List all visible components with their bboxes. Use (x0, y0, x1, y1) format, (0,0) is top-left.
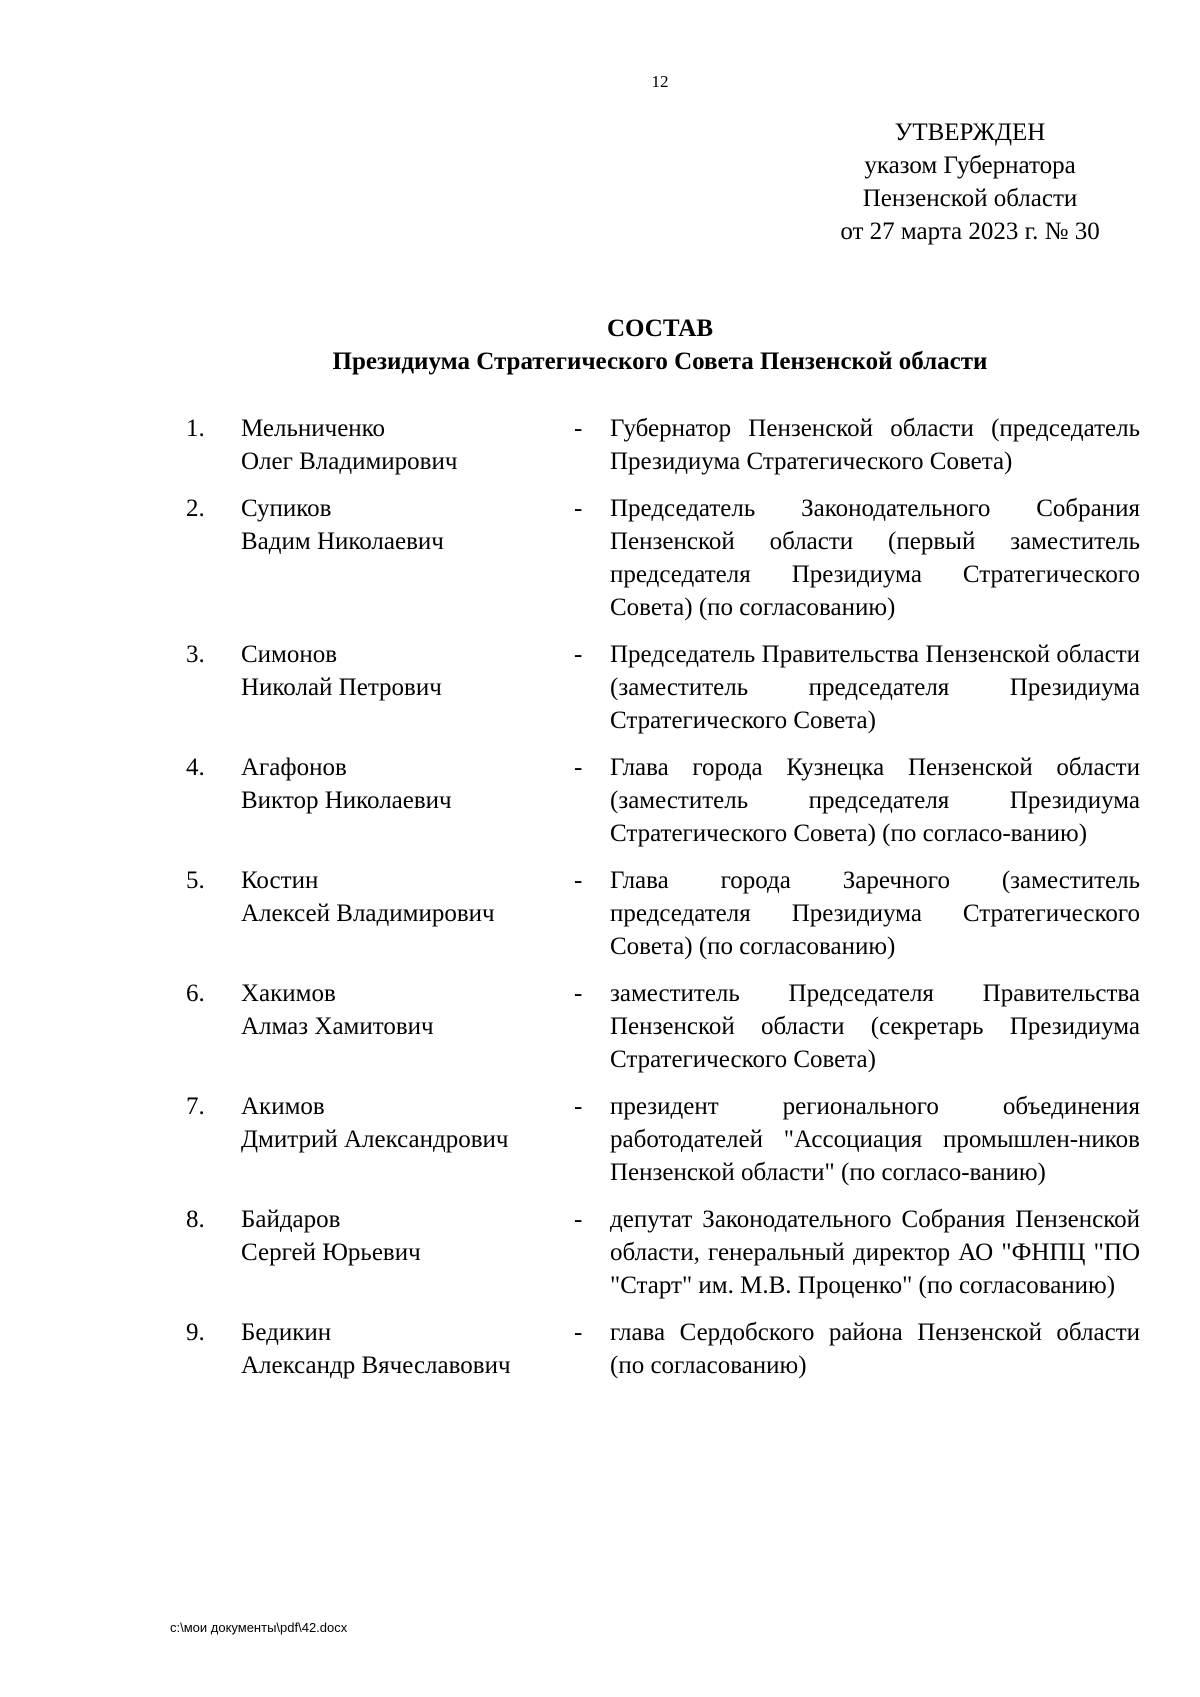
approval-line-2: указом Губернатора (864, 152, 1076, 179)
member-dash: - (574, 415, 583, 442)
member-role: Председатель Правительства Пензенской области (заместитель председателя Президиума Стратегического Совета) (610, 641, 1140, 734)
member-number: 5. (186, 867, 205, 894)
member-dash: - (574, 641, 583, 668)
member-surname: Костин (241, 867, 319, 894)
member-role: заместитель Председателя Правительства Пензенской области (секретарь Президиума Стратегического Совета) (610, 980, 1140, 1073)
member-row (0, 492, 1200, 624)
member-row (0, 977, 1200, 1076)
member-name (241, 638, 571, 704)
member-role: Глава города Заречного (заместитель председателя Президиума Стратегического Совета) (по согласованию) (610, 867, 1140, 960)
member-row (0, 638, 1200, 737)
member-row (0, 1090, 1200, 1189)
approval-line-1: УТВЕРЖДЕН (894, 119, 1046, 146)
member-dash: - (574, 867, 583, 894)
document-title (0, 312, 1200, 378)
member-row (0, 1203, 1200, 1302)
member-surname: Бедикин (241, 1319, 332, 1346)
member-name (241, 977, 571, 1043)
member-role: Председатель Законодательного Собрания Пензенской области (первый заместитель председателя Президиума Стратегического Совета) (по согласованию) (610, 495, 1140, 621)
member-surname: Мельниченко (241, 415, 386, 442)
member-number: 8. (186, 1206, 205, 1233)
member-dash: - (574, 1319, 583, 1346)
title-subheading: Президиума Стратегического Совета Пензенской области (332, 348, 988, 375)
member-name (241, 1316, 571, 1382)
member-dash: - (574, 1206, 583, 1233)
member-number: 3. (186, 641, 205, 668)
member-name (241, 492, 571, 558)
members-list (0, 412, 1200, 1396)
member-given-names: Виктор Николаевич (241, 787, 452, 814)
footer-file-path: c:\мои документы\pdf\42.docx (170, 1620, 348, 1635)
member-row (0, 412, 1200, 478)
member-surname: Супиков (241, 495, 332, 522)
member-row (0, 864, 1200, 963)
member-given-names: Алексей Владимирович (241, 900, 495, 927)
member-given-names: Сергей Юрьевич (241, 1239, 421, 1266)
member-name (241, 412, 571, 478)
member-name (241, 751, 571, 817)
member-name (241, 1203, 571, 1269)
member-number: 1. (186, 415, 205, 442)
member-given-names: Дмитрий Александрович (241, 1126, 509, 1153)
member-dash: - (574, 980, 583, 1007)
member-number: 4. (186, 754, 205, 781)
member-role: Губернатор Пензенской области (председатель Президиума Стратегического Совета) (610, 415, 1140, 475)
member-number: 6. (186, 980, 205, 1007)
member-number: 2. (186, 495, 205, 522)
member-given-names: Николай Петрович (241, 674, 442, 701)
member-dash: - (574, 754, 583, 781)
approval-line-4: от 27 марта 2023 г. № 30 (840, 218, 1100, 245)
member-given-names: Александр Вячеславович (241, 1352, 511, 1379)
member-role: глава Сердобского района Пензенской области (по согласованию) (610, 1319, 1140, 1379)
member-role: президент регионального объединения работодателей "Ассоциация промышлен-ников Пензенской области" (по согласо-ванию) (610, 1093, 1140, 1186)
member-dash: - (574, 495, 583, 522)
member-given-names: Олег Владимирович (241, 448, 458, 475)
member-row (0, 751, 1200, 850)
member-number: 9. (186, 1319, 205, 1346)
approval-block (810, 116, 1130, 248)
member-surname: Хакимов (241, 980, 336, 1007)
member-name (241, 1090, 571, 1156)
member-surname: Агафонов (241, 754, 347, 781)
title-heading: СОСТАВ (606, 315, 714, 342)
member-name (241, 864, 571, 930)
page-number: 12 (651, 72, 669, 91)
member-surname: Акимов (241, 1093, 325, 1120)
member-row (0, 1316, 1200, 1382)
member-surname: Байдаров (241, 1206, 341, 1233)
approval-line-3: Пензенской области (862, 185, 1078, 212)
member-given-names: Алмаз Хамитович (241, 1013, 434, 1040)
member-role: Глава города Кузнецка Пензенской области (заместитель председателя Президиума Стратегического Совета) (по согласо-ванию) (610, 754, 1140, 847)
member-surname: Симонов (241, 641, 338, 668)
member-dash: - (574, 1093, 583, 1120)
member-given-names: Вадим Николаевич (241, 528, 444, 555)
member-number: 7. (186, 1093, 205, 1120)
member-role: депутат Законодательного Собрания Пензенской области, генеральный директор АО "ФНПЦ "ПО "Старт" им. М.В. Проценко" (по согласованию) (610, 1206, 1140, 1299)
